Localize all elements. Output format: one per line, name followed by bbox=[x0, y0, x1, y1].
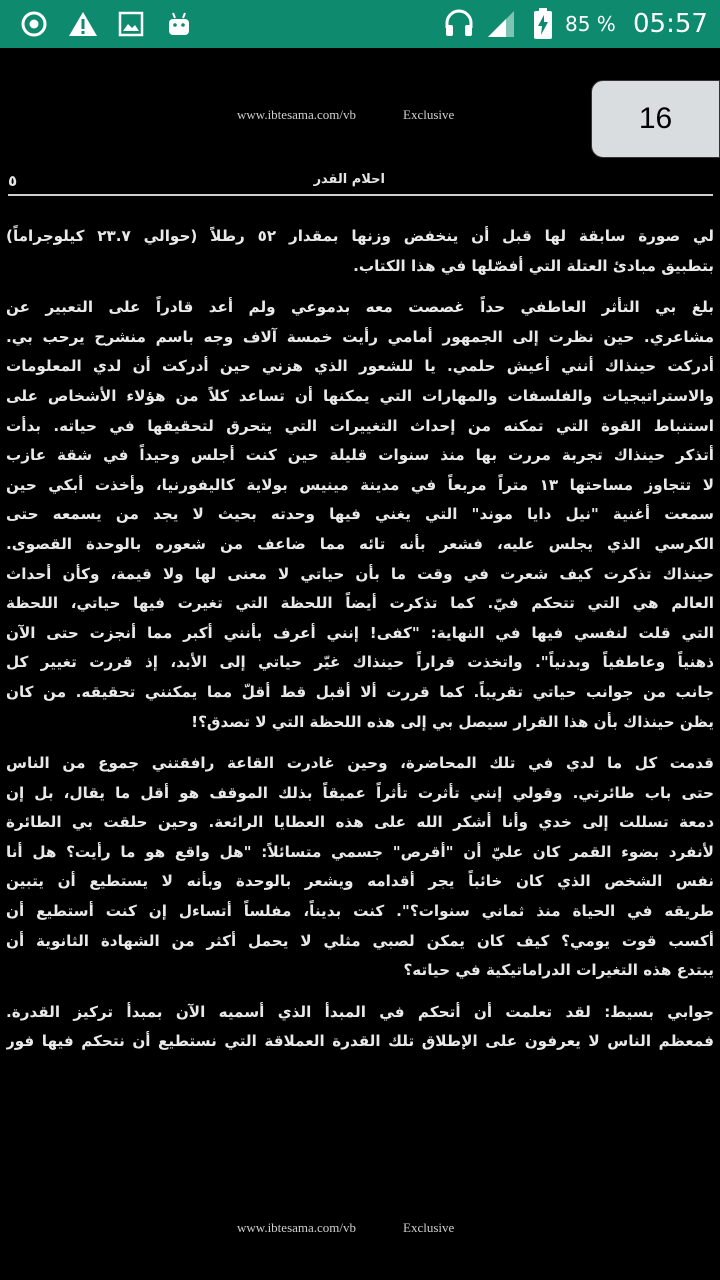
text-line: العالم هي التي تتحكم فيّ. كما تذكرت أيضاً اللحظة التي تغيرت فيها حياتي، اللحظة bbox=[6, 594, 714, 613]
text-line: لا تتجاوز مساحتها ١٣ متراً مربعاً في مدينة مينيس بولاية كاليفورنيا، وأخذت أبكي حين bbox=[6, 475, 714, 494]
text-line: أدركت حينذاك أنني أعيش حلمي. يا للشعور الذي هزني حين أدركت أن لدي المعلومات bbox=[6, 357, 714, 376]
chapter-number: ٥ bbox=[8, 172, 18, 190]
text-line: جانب من جوانب حياتي تقريباً. كما قررت ألا أقبل قط أقلّ مما يمكنني تحقيقه. من كان bbox=[6, 682, 714, 701]
paragraph-1 bbox=[6, 222, 714, 281]
text-line: قدمت كل ما لدي في تلك المحاضرة، وحين غادرت القاعة رافقتني جموع من الناس bbox=[6, 754, 714, 773]
record-icon bbox=[18, 8, 50, 40]
battery-percent: 85 % bbox=[565, 12, 616, 36]
text-line: طريقه في الحياة منذ ثماني سنوات؟". كنت بديناً، مفلساً أتساءل إن كنت أستطيع أن bbox=[6, 902, 714, 921]
chapter-header bbox=[8, 172, 713, 196]
text-line: استنباط القوة التي تمكنه من إحداث التغييرات التي يتحرق لتحقيقها في حياته. بدأت bbox=[6, 416, 714, 435]
header-rule bbox=[8, 194, 713, 196]
page-number-badge[interactable] bbox=[591, 80, 720, 158]
header-site: www.ibtesama.com/vb bbox=[237, 107, 357, 122]
text-line: التي قلت لنفسي فيها في النهاية: "كفى! إنني أعرف بأنني أكبر مما أنجزت حتى الآن bbox=[6, 623, 714, 642]
text-line: أكسب قوت يومي؟ كيف كان يمكن لصبي مثلي لا يحمل أكثر من الشهادة الثانوية أن bbox=[6, 931, 714, 950]
clock: 05:57 bbox=[633, 9, 708, 39]
chapter-title: احلام القدر bbox=[313, 172, 385, 187]
text-line: جوابي بسيط: لقد تعلمت أن أتحكم في المبدأ الذي أسميه الآن بمبدأ تركيز القدرة. bbox=[6, 1002, 714, 1021]
text-line: أتذكر حينذاك تجربة مررت بها منذ سنوات قليلة حين كنت أجلس وحيداً في شقة عازب bbox=[6, 446, 714, 465]
text-line: ذهنياً وعاطفياً وبدنياً". واتخذت قراراً حينذاك غيّر حياتي إلى الأبد، إذ قررت تغيير كل bbox=[6, 653, 714, 672]
text-line: حينذاك تذكرت كيف شعرت في وقت ما بأن حياتي لا معنى لها ولا قيمة، وكأن أحداث bbox=[6, 564, 714, 583]
android-icon bbox=[163, 8, 195, 40]
image-icon bbox=[115, 8, 147, 40]
status-bar bbox=[0, 0, 720, 48]
text-line: الكرسي الذي يجلس عليه، فشعر بأنه تائه مما ضاعف من شعوره بالوحدة القصوى. bbox=[6, 534, 714, 553]
warning-icon bbox=[67, 8, 99, 40]
footer-exclusive: Exclusive bbox=[403, 1220, 455, 1235]
text-line: فمعظم الناس لا يعرفون على الإطلاق تلك القدرة العملاقة التي نستطيع أن نتحكم فيها فور bbox=[6, 1032, 714, 1051]
paragraph-2 bbox=[6, 293, 714, 737]
battery-charging-icon bbox=[527, 8, 559, 40]
header-exclusive: Exclusive bbox=[403, 107, 455, 122]
paragraph-4 bbox=[6, 998, 714, 1057]
text-line: يظن حينذاك بأن هذا القرار سيصل بي إلى هذه اللحظة التي لا تصدق؟! bbox=[191, 712, 714, 731]
text-line: لي صورة سابقة لها قبل أن ينخفض وزنها بمقدار ٥٢ رطلاً (حوالي ٢٣.٧ كيلوجراماً) bbox=[6, 227, 714, 245]
text-line: بلغ بي التأثر العاطفي حداً غصصت معه بدموعي ولم أعد قادراً على التعبير عن bbox=[6, 298, 714, 317]
signal-icon bbox=[485, 8, 517, 40]
text-line: سمعت أغنية "نيل دايا موند" التي يغني فيها وحدته بحيث لا يجد من يسمعه حتى bbox=[6, 505, 714, 524]
text-line: مشاعري. حين نظرت إلى الجمهور أمامي رأيت خمسة آلاف وجه باسم منشرح يرحب بي. bbox=[6, 327, 714, 346]
headset-icon bbox=[443, 8, 475, 40]
text-line: دمعة تسللت إلى خدي وأنا أشكر الله على هذه العطايا الرائعة. وحين حلقت بي الطائرة bbox=[6, 813, 714, 832]
text-line: بتطبيق مبادئ العتلة التي أفصّلها في هذا الكتاب. bbox=[353, 256, 714, 275]
text-line: نفس الشخص الذي كان خائباً يجر أقدامه ويشعر بالوحدة وبأنه لا يستطيع أن يتبين bbox=[6, 872, 714, 891]
page-content bbox=[6, 222, 714, 1057]
text-line: والاستراتيجيات والفلسفات والمهارات التي يمكنها أن تساعد كلاً من هؤلاء الأشخاص على bbox=[6, 386, 714, 405]
paragraph-3 bbox=[6, 749, 714, 986]
text-line: حتى باب طائرتي. وقولي إنني تأثرت تأثراً عميقاً بذلك الموقف هو أقل ما يقال، بل إن bbox=[6, 783, 714, 802]
text-line: لأنفرد بضوء القمر كان عليّ أن "أقرص" جسمي متسائلاً: "هل واقع هو ما رأيت؟ هل أنا bbox=[6, 842, 714, 861]
page-number: 16 bbox=[638, 102, 673, 135]
text-line: يبتدع هذه التغيرات الدراماتيكية في حياته؟ bbox=[403, 961, 714, 980]
footer-site: www.ibtesama.com/vb bbox=[237, 1220, 357, 1235]
